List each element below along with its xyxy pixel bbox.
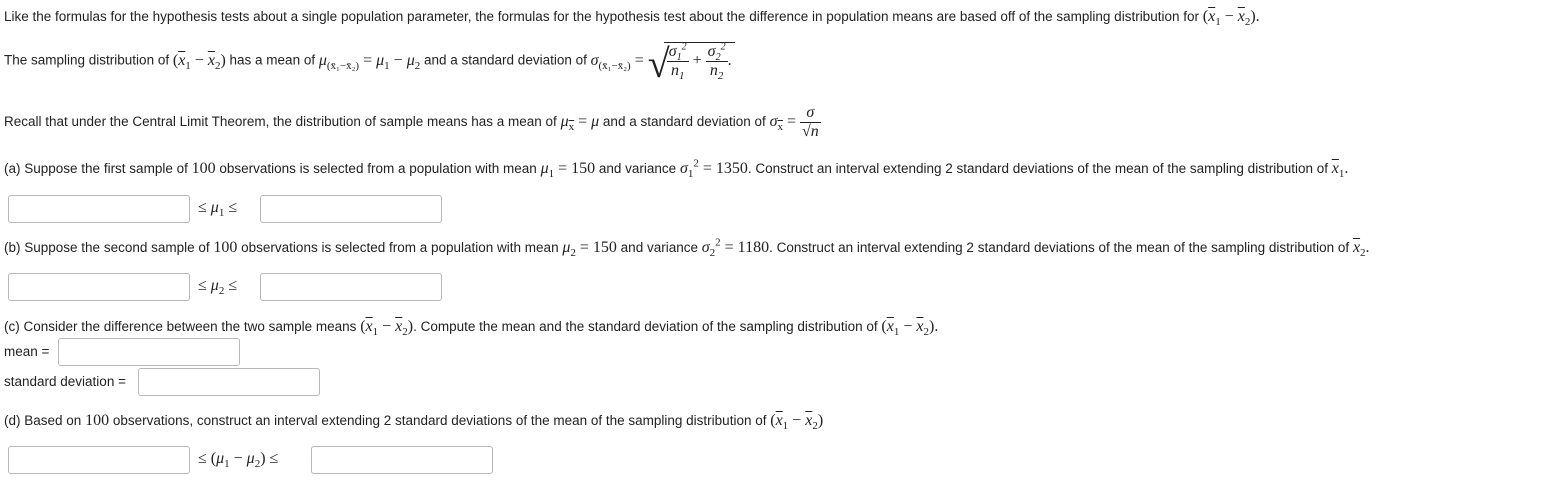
sd-label: standard deviation = bbox=[4, 374, 126, 389]
part-a-inequality: ≤ $\mu_1$ ≤ bbox=[198, 199, 238, 220]
mean-formula: $\mu_{(x̄_1-x̄_2)} = \mu_1 - \mu_2$ bbox=[318, 51, 421, 72]
part-b-question: (b) Suppose the second sample of 100 observations is selected from a population with mean $\mu_2 = 150$ and variance $\sigma_2^2 = 1180$. Construct an interval extending 2 standard deviations of the mean of the sampling distribution of $\overline{x}_2$. bbox=[4, 236, 1370, 260]
part-c-mean-input[interactable] bbox=[58, 338, 240, 366]
part-d-inequality: ≤ $(\mu_1 - \mu_2)$ ≤ bbox=[198, 450, 279, 471]
part-d-question: (d) Based on 100 observations, construct an interval extending 2 standard deviations of the mean of the sampling distribution of $(\overline{x}_1 - \overline{x}_2)$ bbox=[4, 412, 824, 433]
sd-formula: $\sigma_{(x̄_1-x̄_2)}$ = √ $\frac{\sigma_1^2}{n_1}$ + $\frac{\sigma_2^2}{n_2}$ . bbox=[591, 52, 735, 69]
clt-sd-formula: $\sigma_{\overline{x}}$ = $\frac{\sigma}{√n}$ bbox=[769, 104, 819, 140]
part-a-lower-input[interactable] bbox=[8, 195, 190, 223]
part-b-upper-input[interactable] bbox=[260, 273, 442, 301]
part-b-inequality: ≤ $\mu_2$ ≤ bbox=[198, 277, 238, 298]
part-b-lower-input[interactable] bbox=[8, 273, 190, 301]
intro-line-2: The sampling distribution of $(\overline{x}_1 - \overline{x}_2)$ has a mean of $\mu_{(x̄_1-x̄_2)} = \mu_1 - \mu_2$ and a standard deviation of $\sigma_{(x̄_1-x̄_2)}$ = √ $\frac{\sigma_1^2}{n_1}$ + $\frac{\sigma_2^2}{n_2}$ . bbox=[4, 42, 735, 80]
clt-mean-formula: $\mu_{\overline{x}} = \mu$ bbox=[560, 113, 600, 134]
part-a-upper-input[interactable] bbox=[260, 195, 442, 223]
intro-line-1: Like the formulas for the hypothesis tests about a single population parameter, the formulas for the hypothesis test about the difference in population means are based off of the sampling distribution for $(\overline{x}_1 - \overline{x}_2)$. bbox=[4, 8, 1260, 29]
mean-label: mean = bbox=[4, 344, 50, 359]
intro-line-3: Recall that under the Central Limit Theorem, the distribution of sample means has a mean of $\mu_{\overline{x}} = \mu$ and a standard deviation of $\sigma_{\overline{x}}$ = $\frac{\sigma}{√n}$ bbox=[4, 104, 819, 140]
part-c-question: (c) Consider the difference between the two sample means $(\overline{x}_1 - \overline{x}_2)$. Compute the mean and the standard deviation of the sampling distribution of $(\overline{x}_1 - \overline{x}_2)$. bbox=[4, 318, 939, 339]
part-d-lower-input[interactable] bbox=[8, 446, 190, 474]
part-d-upper-input[interactable] bbox=[311, 446, 493, 474]
part-a-question: (a) Suppose the first sample of 100 observations is selected from a population with mean $\mu_1 = 150$ and variance $\sigma_1^2 = 1350$. Construct an interval extending 2 standard deviations of the mean of the sampling distribution of $\overline{x}_1$. bbox=[4, 157, 1349, 181]
part-c-sd-input[interactable] bbox=[138, 368, 320, 396]
xbar-diff-expr: $(\overline{x}_1 - \overline{x}_2)$ bbox=[172, 51, 226, 72]
xbar-diff-expr: $(\overline{x}_1 - \overline{x}_2)$. bbox=[1202, 8, 1260, 29]
